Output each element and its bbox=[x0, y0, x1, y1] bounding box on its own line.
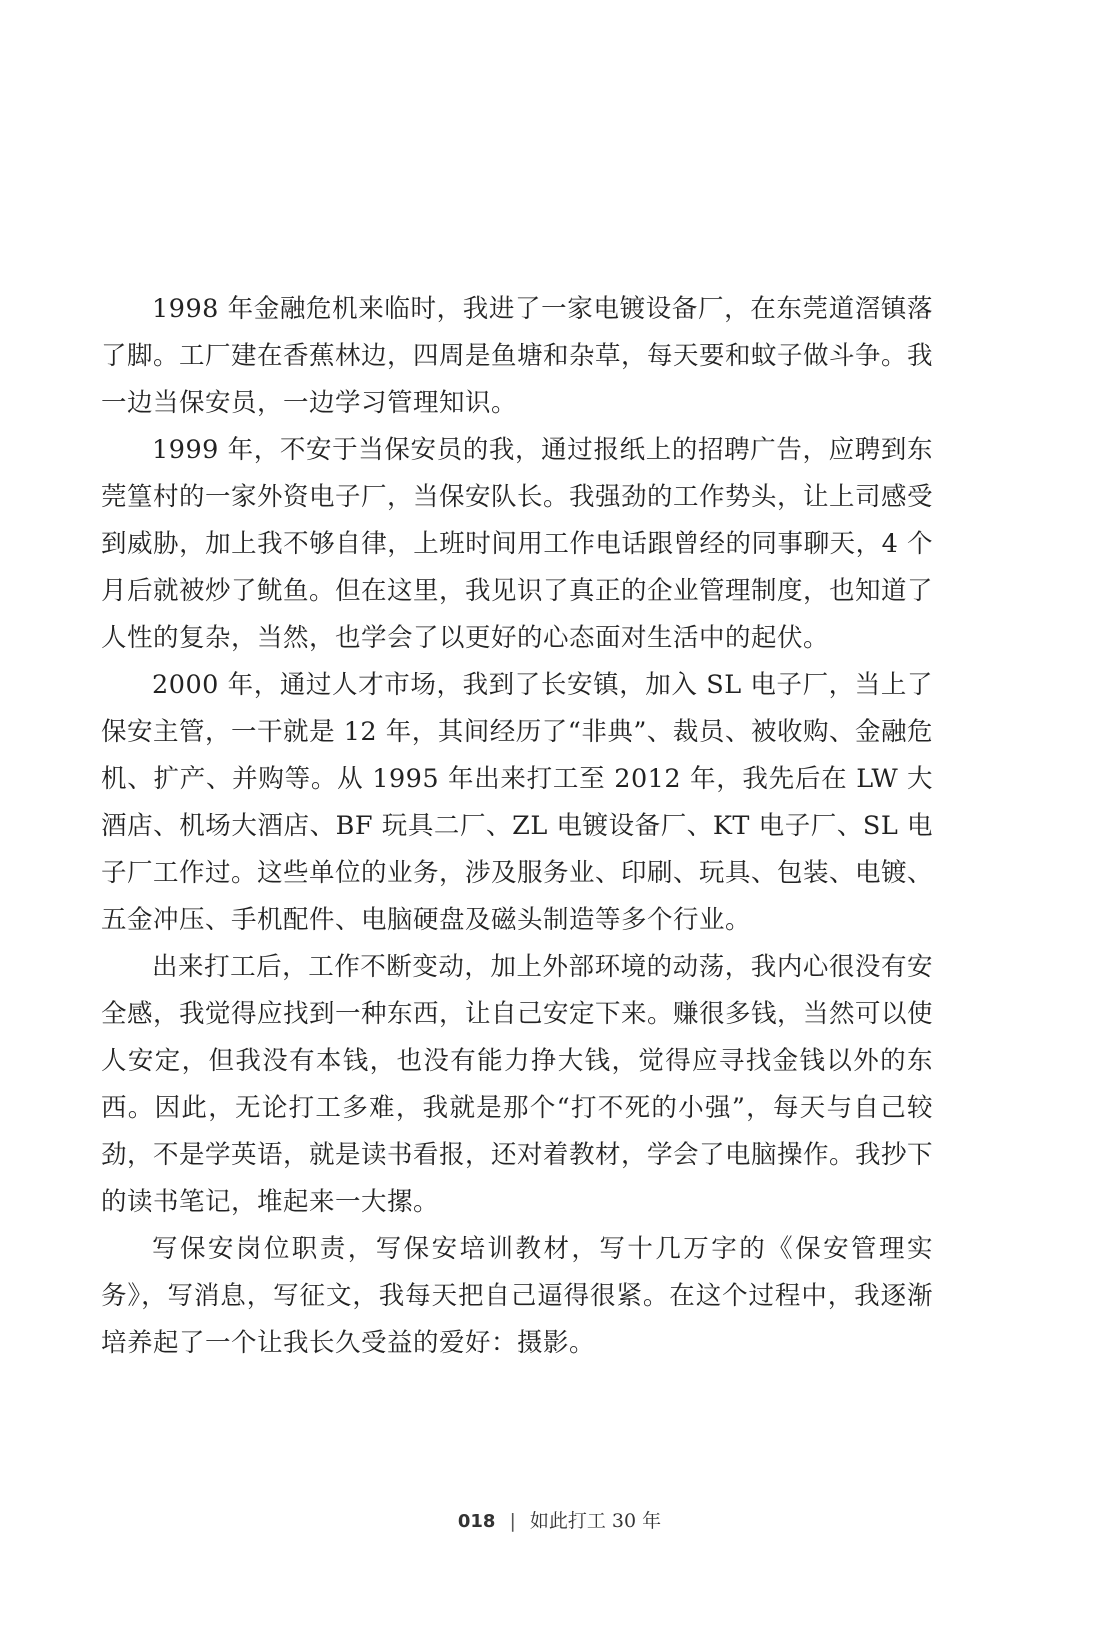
footer-separator: | bbox=[509, 1510, 516, 1532]
paragraph: 写保安岗位职责，写保安培训教材，写十几万字的《保安管理实务》，写消息，写征文，我每天把自己逼得很紧。在这个过程中，我逐渐培养起了一个让我长久受益的爱好：摄影。 bbox=[101, 1234, 933, 1358]
paragraph: 1998 年金融危机来临时，我进了一家电镀设备厂，在东莞道滘镇落了脚。工厂建在香蕉林边，四周是鱼塘和杂草，每天要和蚊子做斗争。我一边当保安员，一边学习管理知识。 bbox=[101, 294, 934, 418]
page-number: 018 bbox=[457, 1511, 496, 1532]
paragraph: 1999 年，不安于当保安员的我，通过报纸上的招聘广告，应聘到东莞篁村的一家外资电子厂，当保安队长。我强劲的工作势头，让上司感受到威胁，加上我不够自律，上班时间用工作电话跟曾经的同事聊天，4 个月后就被炒了鱿鱼。但在这里，我见识了真正的企业管理制度，也知道了人性的复杂，当然，也学会了以更好的心态面对生活中的起伏。 bbox=[101, 435, 934, 653]
paragraph: 出来打工后，工作不断变动，加上外部环境的动荡，我内心很没有安全感，我觉得应找到一种东西，让自己安定下来。赚很多钱，当然可以使人安定，但我没有本钱，也没有能力挣大钱，觉得应寻找金钱以外的东西。因此，无论打工多难，我就是那个“打不死的小强”，每天与自己较劲，不是学英语，就是读书看报，还对着教材，学会了电脑操作。我抄下的读书笔记，堆起来一大摞。 bbox=[101, 952, 934, 1217]
page-footer bbox=[0, 1506, 1119, 1533]
paragraph: 2000 年，通过人才市场，我到了长安镇，加入 SL 电子厂，当上了保安主管，一干就是 12 年，其间经历了“非典”、裁员、被收购、金融危机、扩产、并购等。从 1995 年出来打工至 2012 年，我先后在 LW 大酒店、机场大酒店、BF 玩具二厂、ZL 电镀设备厂、KT 电子厂、SL 电子厂工作过。这些单位的业务，涉及服务业、印刷、玩具、包装、电镀、五金冲压、手机配件、电脑硬盘及磁头制造等多个行业。 bbox=[101, 670, 934, 935]
body-text bbox=[101, 286, 933, 1367]
book-title: 如此打工 30 年 bbox=[529, 1510, 662, 1532]
